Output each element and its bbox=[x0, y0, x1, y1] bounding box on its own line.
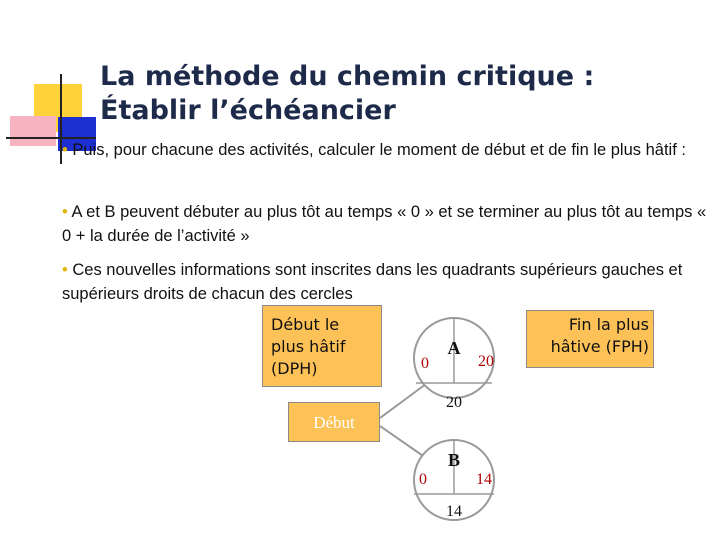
node-a-duration: 20 bbox=[446, 394, 462, 411]
node-b bbox=[414, 440, 494, 520]
callout-dph-line-1: Début le bbox=[271, 315, 340, 334]
callout-fph-line-1: Fin la plus bbox=[568, 315, 649, 334]
bullet-1-text: Puis, pour chacune des activités, calculer le moment de début et de fin le plus hâtif : bbox=[72, 141, 686, 159]
title-line-2: Établir l’échéancier bbox=[100, 95, 396, 126]
title-line-1: La méthode du chemin critique : bbox=[100, 61, 595, 92]
node-b-end: 14 bbox=[476, 471, 492, 488]
bullet-marker: • bbox=[62, 261, 68, 279]
node-a-start: 0 bbox=[421, 355, 429, 372]
bullet-2-text: A et B peuvent débuter au plus tôt au temps « 0 » et se terminer au plus tôt au temps « 0 + la durée de l’activité » bbox=[62, 203, 707, 245]
edge-start-to-a bbox=[380, 384, 426, 418]
node-b-start: 0 bbox=[419, 471, 427, 488]
start-node-label: Début bbox=[288, 402, 380, 442]
bullet-marker: • bbox=[62, 141, 68, 159]
node-b-name: B bbox=[447, 450, 461, 470]
node-b-duration: 14 bbox=[446, 503, 462, 520]
callout-fph-line-2: hâtive (FPH) bbox=[550, 337, 649, 356]
node-a-end: 20 bbox=[478, 353, 494, 370]
node-a bbox=[414, 318, 494, 411]
bullet-marker: • bbox=[62, 203, 68, 221]
callout-dph-line-2: plus hâtif bbox=[271, 337, 346, 356]
callout-dph-line-3: (DPH) bbox=[271, 359, 318, 378]
edge-start-to-b bbox=[380, 426, 426, 458]
node-a-name: A bbox=[447, 338, 461, 358]
bullet-3-text: Ces nouvelles informations sont inscrites dans les quadrants supérieurs gauches et supérieurs droits de chacun des cercles bbox=[62, 261, 683, 303]
